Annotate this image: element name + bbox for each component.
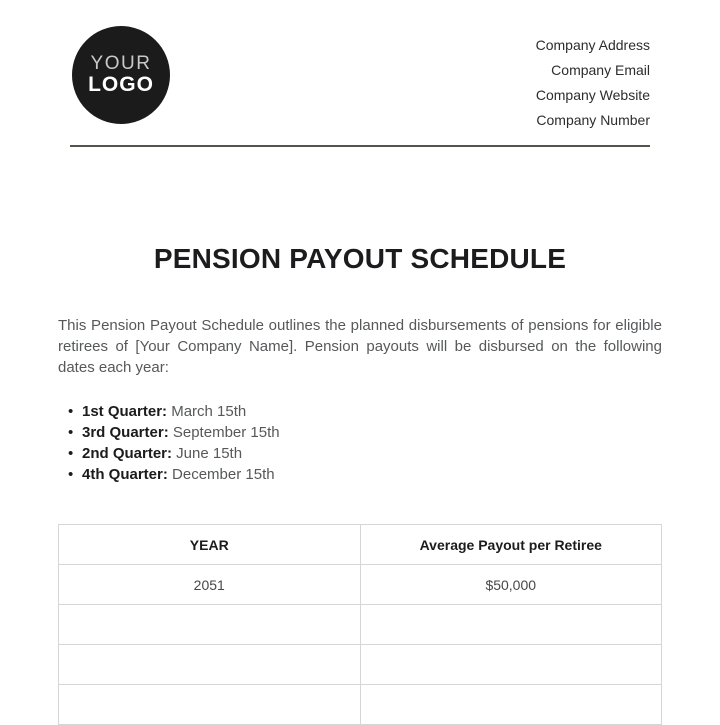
table-row: [59, 605, 662, 645]
company-info-line: Company Number: [536, 112, 650, 128]
schedule-item: • 3rd Quarter: September 15th: [68, 422, 662, 443]
schedule-item-label: 3rd Quarter:: [82, 424, 169, 441]
intro-paragraph: This Pension Payout Schedule outlines the planned disbursements of pensions for eligible retirees of [Your Company Name]. Pension payouts will be disbursed on the following dates each year:: [58, 317, 662, 376]
payout-table-head: [59, 525, 662, 565]
schedule-item-label: 2nd Quarter:: [82, 445, 173, 462]
schedule-item-label: 4th Quarter:: [82, 466, 168, 483]
company-logo: [72, 26, 170, 124]
schedule-item-label: 1st Quarter:: [82, 403, 168, 420]
table-cell: [59, 685, 361, 725]
table-header-row: [59, 525, 662, 565]
payout-table: [58, 524, 662, 725]
company-info-line: Company Website: [535, 87, 650, 103]
quarter-schedule-list: [58, 401, 662, 485]
table-column-header: YEAR: [59, 525, 361, 565]
table-row: [59, 565, 662, 605]
table-row: [59, 685, 662, 725]
document-header: [0, 0, 720, 128]
company-info-line: Company Email: [551, 62, 650, 78]
document-body: [0, 315, 720, 725]
table-cell: [59, 605, 361, 645]
table-cell: [360, 645, 662, 685]
page-title: PENSION PAYOUT SCHEDULE: [153, 243, 567, 274]
company-info-line: Company Address: [535, 37, 650, 53]
table-cell: [59, 645, 361, 685]
table-cell: [360, 685, 662, 725]
schedule-item: • 1st Quarter: March 15th: [68, 401, 662, 422]
logo-text-your: YOUR: [90, 53, 152, 74]
schedule-item: • 2nd Quarter: June 15th: [68, 443, 662, 464]
table-cell: 2051: [59, 565, 361, 605]
schedule-item: • 4th Quarter: December 15th: [68, 464, 662, 485]
table-row: [59, 645, 662, 685]
payout-table-body: [59, 565, 662, 725]
header-divider: [70, 145, 650, 147]
table-column-header: Average Payout per Retiree: [360, 525, 662, 565]
logo-text-logo: LOGO: [88, 72, 154, 96]
table-cell: $50,000: [360, 565, 662, 605]
company-info-block: [536, 33, 650, 133]
table-cell: [360, 605, 662, 645]
